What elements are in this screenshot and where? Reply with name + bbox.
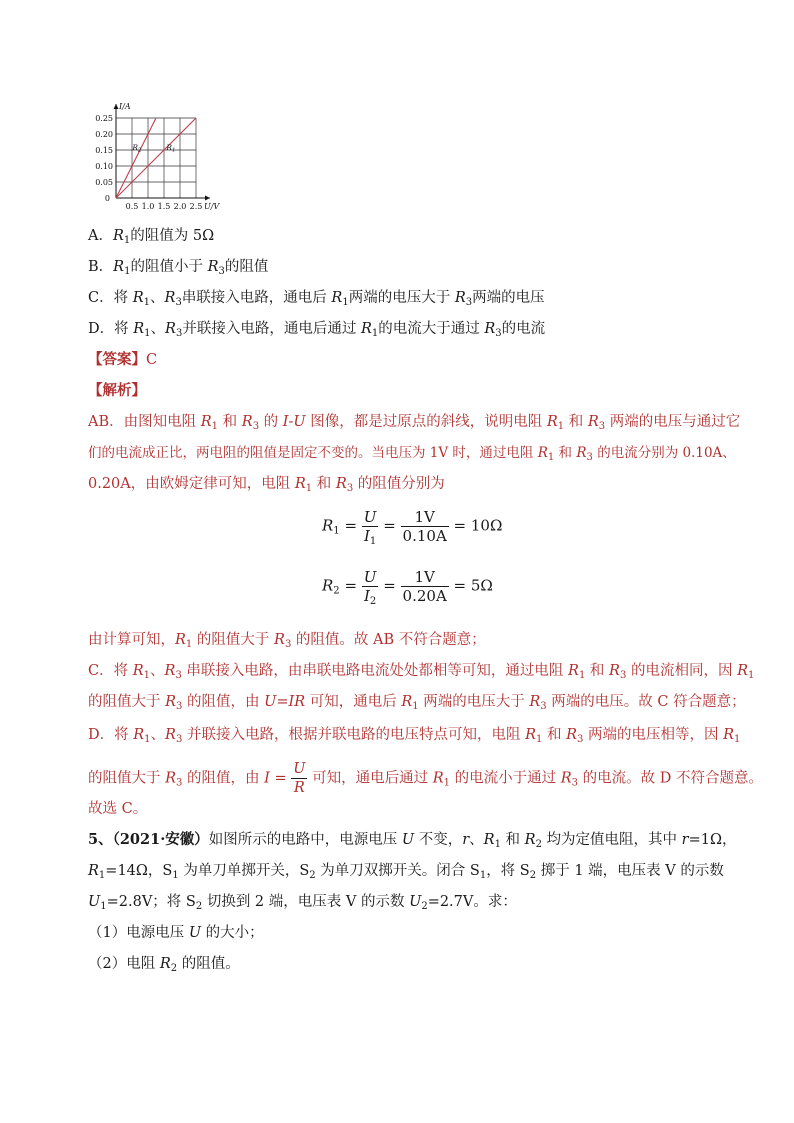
x-tick-label: 1.5 xyxy=(157,202,171,211)
question5-line2: $R_1=14\Omega$，$S_1$ 为单刀单掷开关，$S_2$ 为单刀双掷开关。闭合 $S_1$，将 $S_2$ 掷于 1 端，电压表 V 的示数 xyxy=(88,863,724,881)
analysis-para1-line2: 们的电流成正比，两电阻的阻值是固定不变的。当电压为 1V 时，通过电阻 $R_1$ 和 $R_3$ 的电流分别为 0.10A、 xyxy=(88,445,736,463)
option-d: D．将 $R_1$、$R_3$并联接入电路，通电后通过 $R_1$的电流大于通过 $R_3$的电流 xyxy=(88,321,546,339)
x-tick-label: 1.0 xyxy=(141,202,155,211)
question5-sub1: （1）电源电压 U 的大小； xyxy=(88,925,264,941)
answer-value: C xyxy=(146,352,158,368)
formula-r1: $R_1$ = $\frac{U}{I_1}$ = $\frac{1V}{0.10A}$ = 10Ω xyxy=(322,508,503,547)
x-axis-arrow xyxy=(205,196,210,201)
y-axis-label: I/A xyxy=(119,102,131,111)
origin-label: 0 xyxy=(104,194,110,203)
formula-r2: $R_2$ = $\frac{U}{I_2}$ = $\frac{1V}{0.20A}$ = 5Ω xyxy=(322,568,493,607)
analysis-para4-line2: 的阻值大于 $R_3$ 的阻值，由 I = $\frac{U}{R}$ 可知，通电后通过 $R_1$ 的电流小于通过 $R_3$ 的电流。故 D 不符合题意。 xyxy=(88,761,763,796)
option-b: B．$R_1$的阻值小于 $R_3$的阻值 xyxy=(88,259,269,277)
x-tick-label: 0.5 xyxy=(125,202,139,211)
option-a: A．$R_1$的阻值为 5Ω xyxy=(88,228,215,246)
question5-sub2: （2）电阻 $R_2$ 的阻值。 xyxy=(88,956,240,974)
analysis-para3-line2: 的阻值大于 $R_3$ 的阻值，由 U=IR 可知，通电后 $R_1$ 两端的电压大于 $R_3$ 两端的电压。故 C 符合题意； xyxy=(88,694,746,712)
x-axis-label: U/V xyxy=(204,202,220,211)
series-label-r1: $R_1$ xyxy=(166,143,176,154)
conclusion: 故选 C。 xyxy=(88,801,148,817)
option-c: C．将 $R_1$、$R_3$串联接入电路，通电后 $R_1$两端的电压大于 $R_3$两端的电压 xyxy=(88,290,545,308)
x-tick-label: 2.0 xyxy=(173,202,187,211)
y-tick-label: 0.15 xyxy=(95,146,113,155)
analysis-para2: 由计算可知，$R_1$ 的阻值大于 $R_3$ 的阻值。故 AB 不符合题意； xyxy=(88,632,486,650)
analysis-para3-line1: C．将 $R_1$、$R_3$ 串联接入电路，由串联电路电流处处都相等可知，通过电阻 $R_1$ 和 $R_3$ 的电流相同，因 $R_1$ xyxy=(88,663,755,681)
question5-line1: 5、（2021·安徽）如图所示的电路中，电源电压 U 不变，r、$R_1$ 和 $R_2$ 均为定值电阻，其中 r=1Ω， xyxy=(88,831,737,850)
y-tick-label: 0.10 xyxy=(95,162,113,171)
y-tick-label: 0.20 xyxy=(95,130,113,139)
analysis-label: 【解析】 xyxy=(88,382,146,399)
series-line-r2 xyxy=(116,118,156,198)
answer-label: 【答案】 xyxy=(88,351,146,368)
analysis-para1-line1: AB．由图知电阻 $R_1$ 和 $R_3$ 的 I-U 图像，都是过原点的斜线，说明电阻 $R_1$ 和 $R_3$ 两端的电压与通过它 xyxy=(88,414,741,432)
series-line-r1 xyxy=(116,118,196,198)
y-tick-label: 0.05 xyxy=(95,178,113,187)
x-tick-label: 2.5 xyxy=(189,202,203,211)
series-label-r2: $R_2$ xyxy=(132,143,142,154)
answer-line xyxy=(88,350,157,370)
y-axis-arrow xyxy=(114,104,119,109)
iu-graph xyxy=(88,100,238,215)
question5-line3: $U_1=2.8V$；将 $S_2$ 切换到 2 端，电压表 V 的示数 $U_2=2.7V$。求： xyxy=(88,894,517,912)
analysis-para4-line1: D．将 $R_1$、$R_3$ 并联接入电路，根据并联电路的电压特点可知，电阻 $R_1$ 和 $R_3$ 两端的电压相等，因 $R_1$ xyxy=(88,727,741,745)
analysis-para1-line3: 0.20A，由欧姆定律可知，电阻 $R_1$ 和 $R_3$ 的阻值分别为 xyxy=(88,476,445,494)
y-tick-label: 0.25 xyxy=(95,114,113,123)
